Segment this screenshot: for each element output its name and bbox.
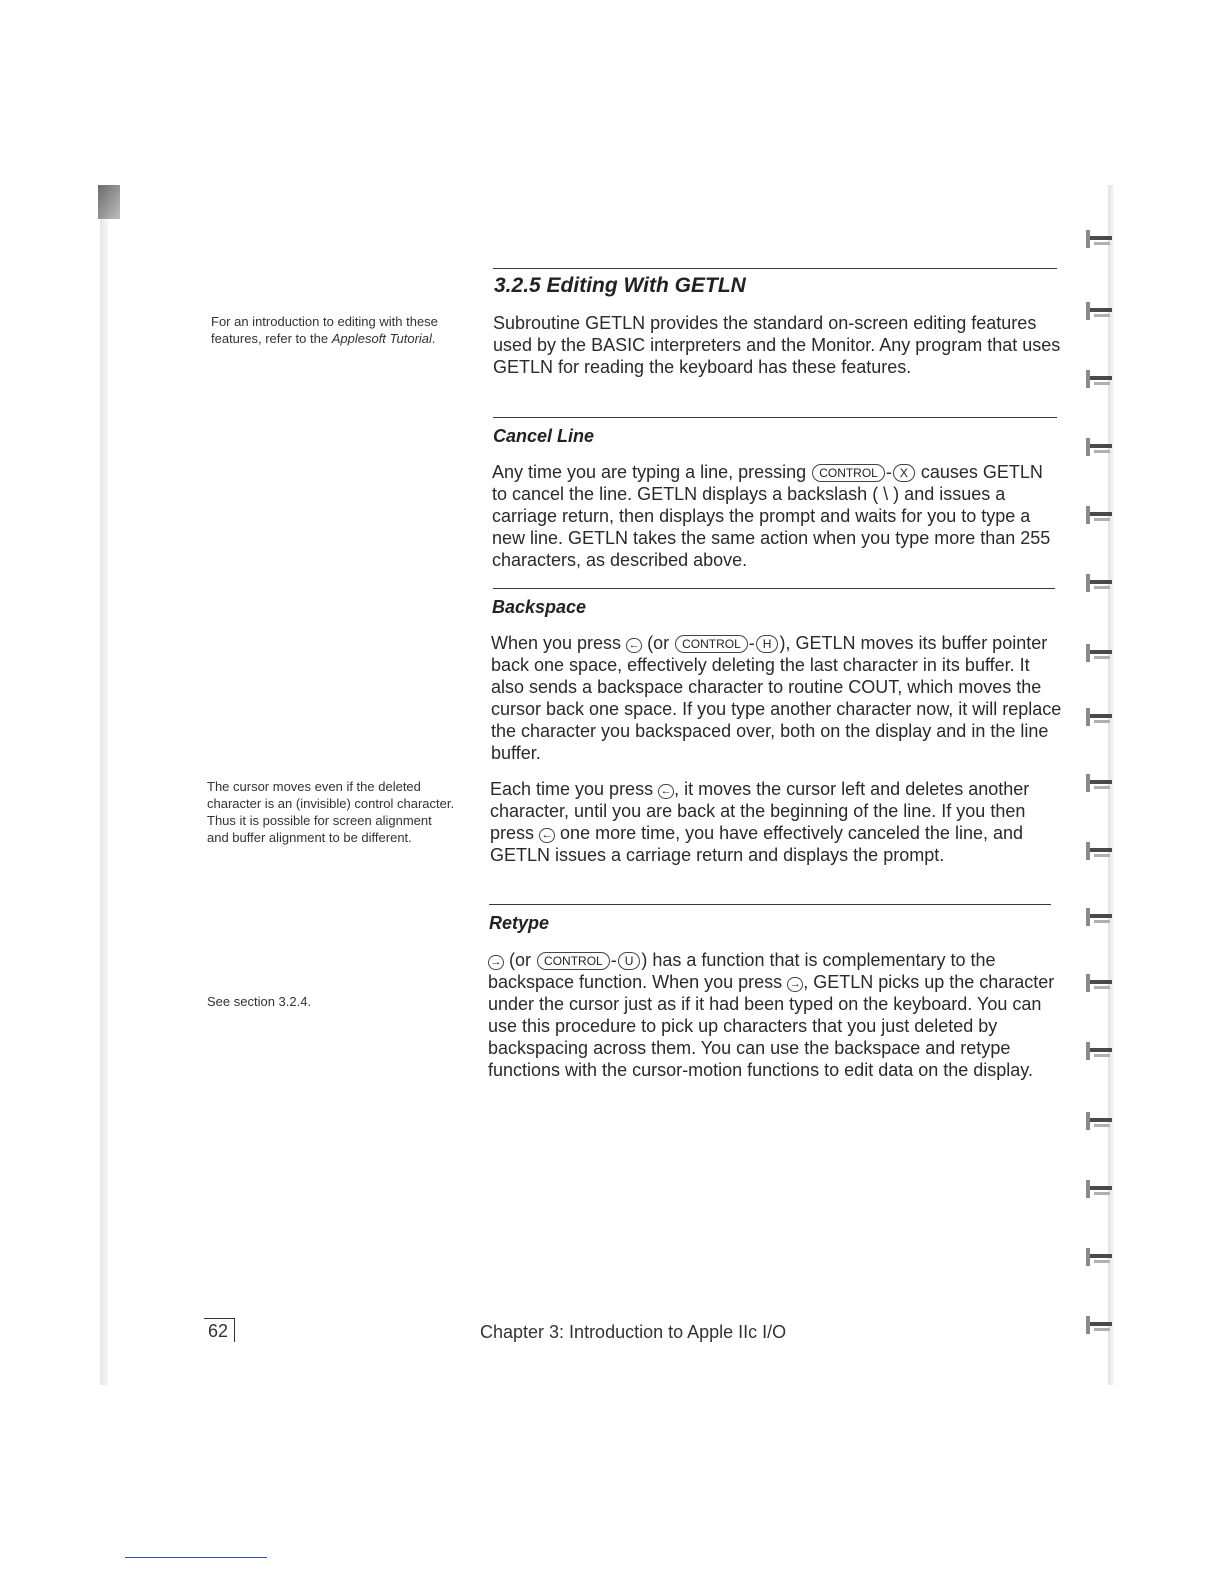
spiral-binding-ring (1086, 504, 1114, 526)
spiral-binding-ring (1086, 436, 1114, 458)
cancel-line-heading: Cancel Line (493, 426, 595, 446)
text-run: causes GETLN to cancel the line. GETLN displays a backslash ( \ ) and issues a carriage return, then displays the prompt and waits for you to type a new line. GETLN takes the same action when you type more than 255 characters, as described above. (492, 462, 1051, 570)
spiral-binding-ring (1086, 772, 1114, 794)
spiral-binding-ring (1086, 1040, 1114, 1062)
control-key: CONTROL (675, 635, 748, 653)
spiral-binding-ring (1086, 572, 1114, 594)
right-arrow-key-icon: → (488, 955, 504, 970)
subsection-rule (489, 904, 1051, 905)
margin-note-see-section: See section 3.2.4. (207, 994, 312, 1009)
text-run: ), GETLN moves its buffer pointer back one space, effectively deleting the last character in its buffer. It also sends a backspace character to routine COUT, which moves the cursor back one space. If you type another character now, it will replace the character you backspaced over, both on the display and in the line buffer. (491, 633, 1062, 763)
spiral-binding-ring (1086, 840, 1114, 862)
note-intro-text: For an introduction to editing with these features, refer to the (211, 314, 438, 346)
margin-note-cursor: The cursor moves even if the deleted character is an (invisible) control character. Thus it is possible for screen alignment and buffer alignment to be different. (207, 779, 455, 845)
spiral-binding-ring (1086, 906, 1114, 928)
spiral-binding-ring (1086, 300, 1114, 322)
page-number: 62 (204, 1318, 235, 1342)
right-arrow-key-icon: → (787, 977, 803, 992)
text-run: , GETLN picks up the character under the cursor just as if it had been typed on the keyboard. You can use this procedure to pick up characters that you just deleted by backspacing across them. You can use the backspace and retype functions with the cursor-motion functions to edit data on the display. (488, 972, 1055, 1080)
note-intro-end: . (431, 331, 436, 346)
spiral-binding-ring (1086, 1314, 1114, 1336)
left-arrow-key-icon: ← (658, 784, 674, 799)
spiral-binding-ring (1086, 972, 1114, 994)
bottom-underline (125, 1557, 267, 1558)
spiral-binding-ring (1086, 706, 1114, 728)
retype-paragraph: → (or CONTROL - U ) has a function that is complementary to the backspace function. When you press → , GETLN picks up the character under the cursor just as if it had been typed on the keyboard. You can use this procedure to pick up characters that you just deleted by backspacing across them. You can use the backspace and retype functions with the cursor-motion functions to edit data on the display. (488, 950, 1055, 1080)
text-run: When you press (491, 633, 622, 653)
text-run: one more time, you have effectively canceled the line, and GETLN issues a carriage return and displays the prompt. (490, 823, 1023, 865)
text-run: (or (647, 633, 670, 653)
scan-tab-mark (98, 185, 120, 219)
text-run: Any time you are typing a line, pressing (492, 462, 807, 482)
spiral-binding-ring (1086, 1246, 1114, 1268)
spiral-binding-ring (1086, 228, 1114, 250)
subsection-rule (493, 417, 1057, 418)
section-rule (493, 268, 1057, 269)
spiral-binding-ring (1086, 642, 1114, 664)
h-key: H (756, 635, 779, 653)
subsection-rule (493, 588, 1055, 589)
text-run: , it moves the cursor left and deletes another character, until you are back at the beginning of the line. If you then press (490, 779, 1030, 843)
backspace-paragraph-1: When you press ← (or CONTROL - H ), GETLN moves its buffer pointer back one space, effectively deleting the last character in its buffer. It also sends a backspace character to routine COUT, which moves the cursor back one space. If you type another character now, it will replace the character you backspaced over, both on the display and in the line buffer. (491, 633, 1062, 763)
text-run: (or (509, 950, 532, 970)
chapter-footer: Chapter 3: Introduction to Apple IIc I/O (480, 1322, 787, 1342)
scan-left-edge (100, 185, 108, 1385)
section-intro: Subroutine GETLN provides the standard on-screen editing features used by the BASIC interpreters and the Monitor. Any program that uses GETLN for reading the keyboard has these features. (493, 313, 1061, 377)
note-intro-book-title: Applesoft Tutorial (331, 331, 432, 346)
u-key: U (618, 952, 641, 970)
spiral-binding-ring (1086, 368, 1114, 390)
x-key: X (893, 464, 915, 482)
left-arrow-key-icon: ← (626, 638, 642, 653)
backspace-heading: Backspace (492, 597, 587, 617)
text-run: ) has a function that is complementary to the backspace function. When you press (488, 950, 996, 992)
retype-heading: Retype (489, 913, 550, 933)
spiral-binding-ring (1086, 1110, 1114, 1132)
backspace-paragraph-2 (490, 778, 1060, 866)
control-key: CONTROL (537, 952, 610, 970)
spiral-binding-ring (1086, 1178, 1114, 1200)
control-key: CONTROL (812, 464, 885, 482)
margin-note-intro (211, 313, 461, 347)
text-run: Each time you press (490, 779, 654, 799)
cancel-line-paragraph: Any time you are typing a line, pressing CONTROL - X causes GETLN to cancel the line. GETLN displays a backslash ( \ ) and issues a carriage return, then displays the prompt and waits for you to type a new line. GETLN takes the same action when you type more than 255 characters, as described above. (492, 462, 1051, 570)
section-title: 3.2.5 Editing With GETLN (494, 274, 746, 297)
left-arrow-key-icon: ← (539, 828, 555, 843)
